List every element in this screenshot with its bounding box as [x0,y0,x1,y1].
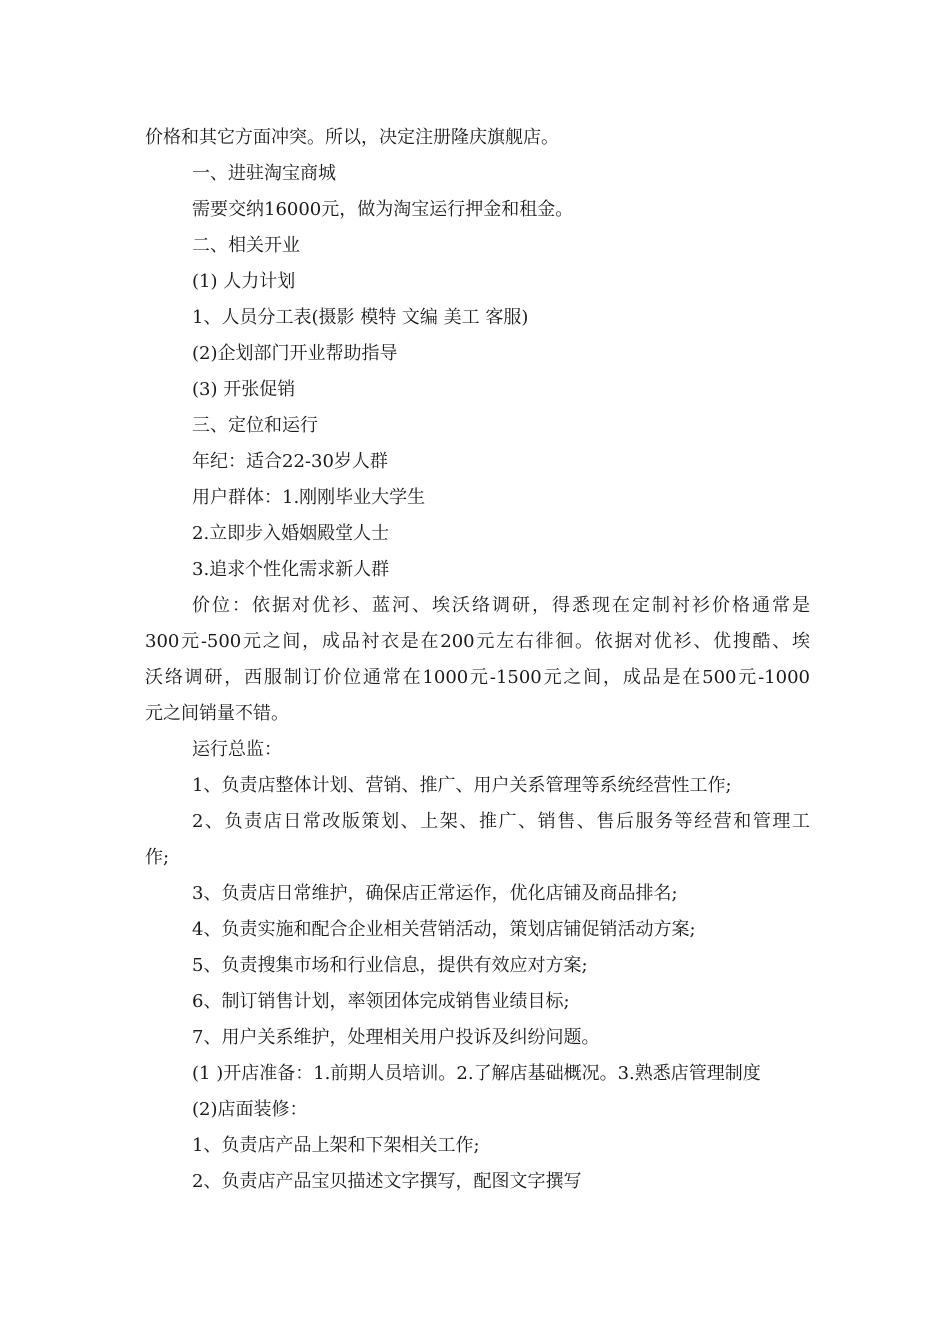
list-item: 6、制订销售计划，率领团体完成销售业绩目标; [192,991,570,1012]
sub-heading: (3) 开张促销 [192,379,296,400]
list-item: 3、负责店日常维护，确保店正常运作，优化店铺及商品排名; [192,883,678,904]
document-body [145,120,810,1200]
list-item: 5、负责搜集市场和行业信息，提供有效应对方案; [192,955,588,976]
paragraph-line: 价位：依据对优衫、蓝河、埃沃络调研，得悉现在定制衬衫价格通常是 [192,595,810,616]
list-item: 7、用户关系维护，处理相关用户投诉及纠纷问题。 [192,1027,600,1048]
sub-heading: (1 )开店准备：1.前期人员培训。2.了解店基础概况。3.熟悉店管理制度 [192,1063,761,1084]
paragraph-line: 作; [145,847,170,868]
section-heading: 运行总监： [192,739,282,760]
paragraph-line: 沃络调研，西服制订价位通常在1000元-1500元之间，成品是在500元-1000 [145,667,810,688]
paragraph-line: 年纪：适合22-30岁人群 [192,451,388,472]
list-item: 2、负责店日常改版策划、上架、推广、销售、售后服务等经营和管理工 [192,811,810,832]
section-heading: 三、定位和运行 [192,415,318,436]
paragraph-line: 元之间销量不错。 [145,703,289,724]
list-item: 4、负责实施和配合企业相关营销活动，策划店铺促销活动方案; [192,919,696,940]
list-item: 1、负责店整体计划、营销、推广、用户关系管理等系统经营性工作; [192,775,732,796]
paragraph-line: 用户群体：1.刚刚毕业大学生 [192,487,426,508]
paragraph-line: 需要交纳16000元，做为淘宝运行押金和租金。 [192,199,574,220]
paragraph-line: 300元-500元之间，成品衬衣是在200元左右徘徊。依据对优衫、优搜酷、埃 [145,631,810,652]
section-heading: 二、相关开业 [192,235,300,256]
list-item: 1、负责店产品上架和下架相关工作; [192,1135,480,1156]
sub-heading: (2)企划部门开业帮助指导 [192,343,398,364]
sub-heading: (2)店面装修： [192,1099,308,1120]
paragraph-line: 价格和其它方面冲突。所以，决定注册隆庆旗舰店。 [145,127,559,148]
list-item: 2、负责店产品宝贝描述文字撰写，配图文字撰写 [192,1171,582,1192]
section-heading: 一、进驻淘宝商城 [192,163,336,184]
list-item: 3.追求个性化需求新人群 [192,559,390,580]
list-item: 1、人员分工表(摄影 模特 文编 美工 客服) [192,307,529,328]
sub-heading: (1) 人力计划 [192,271,296,292]
list-item: 2.立即步入婚姻殿堂人士 [192,523,390,544]
